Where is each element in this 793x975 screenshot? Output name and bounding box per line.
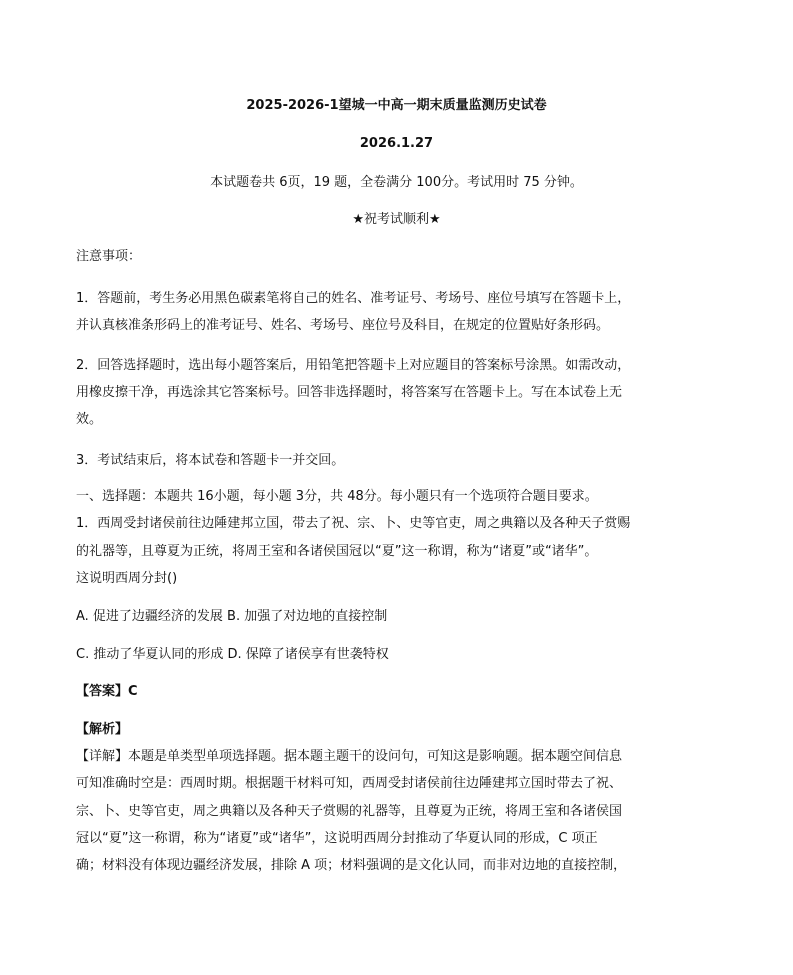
- exam-info: 本试题卷共 6页，19 题，全卷满分 100分。考试用时 75 分钟。: [210, 175, 583, 190]
- detail-line-5: 确；材料没有体现边疆经济发展，排除 A 项；材料强调的是文化认同，而非对边地的直接控制，: [76, 858, 627, 873]
- question-1-options-line-2: C. 推动了华夏认同的形成 D. 保障了诸侯享有世袭特权: [76, 647, 389, 662]
- analysis-heading: 【解析】: [76, 722, 129, 737]
- good-luck-text: ★祝考试顺利★: [352, 212, 441, 227]
- notice-item-2-line-2: 用橡皮擦干净，再选涂其它答案标号。回答非选择题时，将答案写在答题卡上。写在本试卷上无: [76, 385, 623, 400]
- detail-line-1: 【详解】本题是单类型单项选择题。据本题主题干的设问句，可知这是影响题。据本题空间信息: [76, 749, 623, 764]
- question-1-stem-line-1: 1．西周受封诸侯前往边陲建邦立国，带去了祝、宗、卜、史等官吏，周之典籍以及各种天子赏赐: [76, 516, 631, 531]
- exam-date: 2026.1.27: [359, 136, 434, 151]
- question-1-stem-line-3: 这说明西周分封(): [76, 571, 178, 586]
- notice-item-3: 3．考试结束后，将本试卷和答题卡一并交回。: [76, 453, 345, 468]
- section-heading: 一、选择题：本题共 16小题，每小题 3分，共 48分。每小题只有一个选项符合题目要求。: [76, 489, 598, 504]
- notice-item-1-line-1: 1．答题前，考生务必用黑色碳素笔将自己的姓名、准考证号、考场号、座位号填写在答题卡上，: [76, 291, 631, 306]
- answer-label: 【答案】C: [76, 684, 138, 699]
- notice-heading: 注意事项：: [76, 249, 142, 264]
- detail-line-2: 可知准确时空是：西周时期。根据题干材料可知，西周受封诸侯前往边陲建邦立国时带去了祝、: [76, 776, 623, 791]
- exam-title: 2025-2026-1望城一中高一期末质量监测历史试卷: [246, 98, 547, 113]
- question-1-stem-line-2: 的礼器等，且尊夏为正统，将周王室和各诸侯国冠以“夏”这一称谓，称为“诸夏”或“诸华”。: [76, 544, 598, 559]
- detail-line-3: 宗、卜、史等官吏，周之典籍以及各种天子赏赐的礼器等，且尊夏为正统，将周王室和各诸侯国: [76, 804, 623, 819]
- notice-item-2-line-1: 2．回答选择题时，选出每小题答案后，用铅笔把答题卡上对应题目的答案标号涂黑。如需改动，: [76, 358, 631, 373]
- question-1-options-line-1: A. 促进了边疆经济的发展 B. 加强了对边地的直接控制: [76, 609, 388, 624]
- detail-line-4: 冠以“夏”这一称谓，称为“诸夏”或“诸华”，这说明西周分封推动了华夏认同的形成，C 项正: [76, 831, 598, 846]
- notice-item-1-line-2: 并认真核准条形码上的准考证号、姓名、考场号、座位号及科目，在规定的位置贴好条形码。: [76, 318, 610, 333]
- notice-item-2-line-3: 效。: [76, 412, 103, 427]
